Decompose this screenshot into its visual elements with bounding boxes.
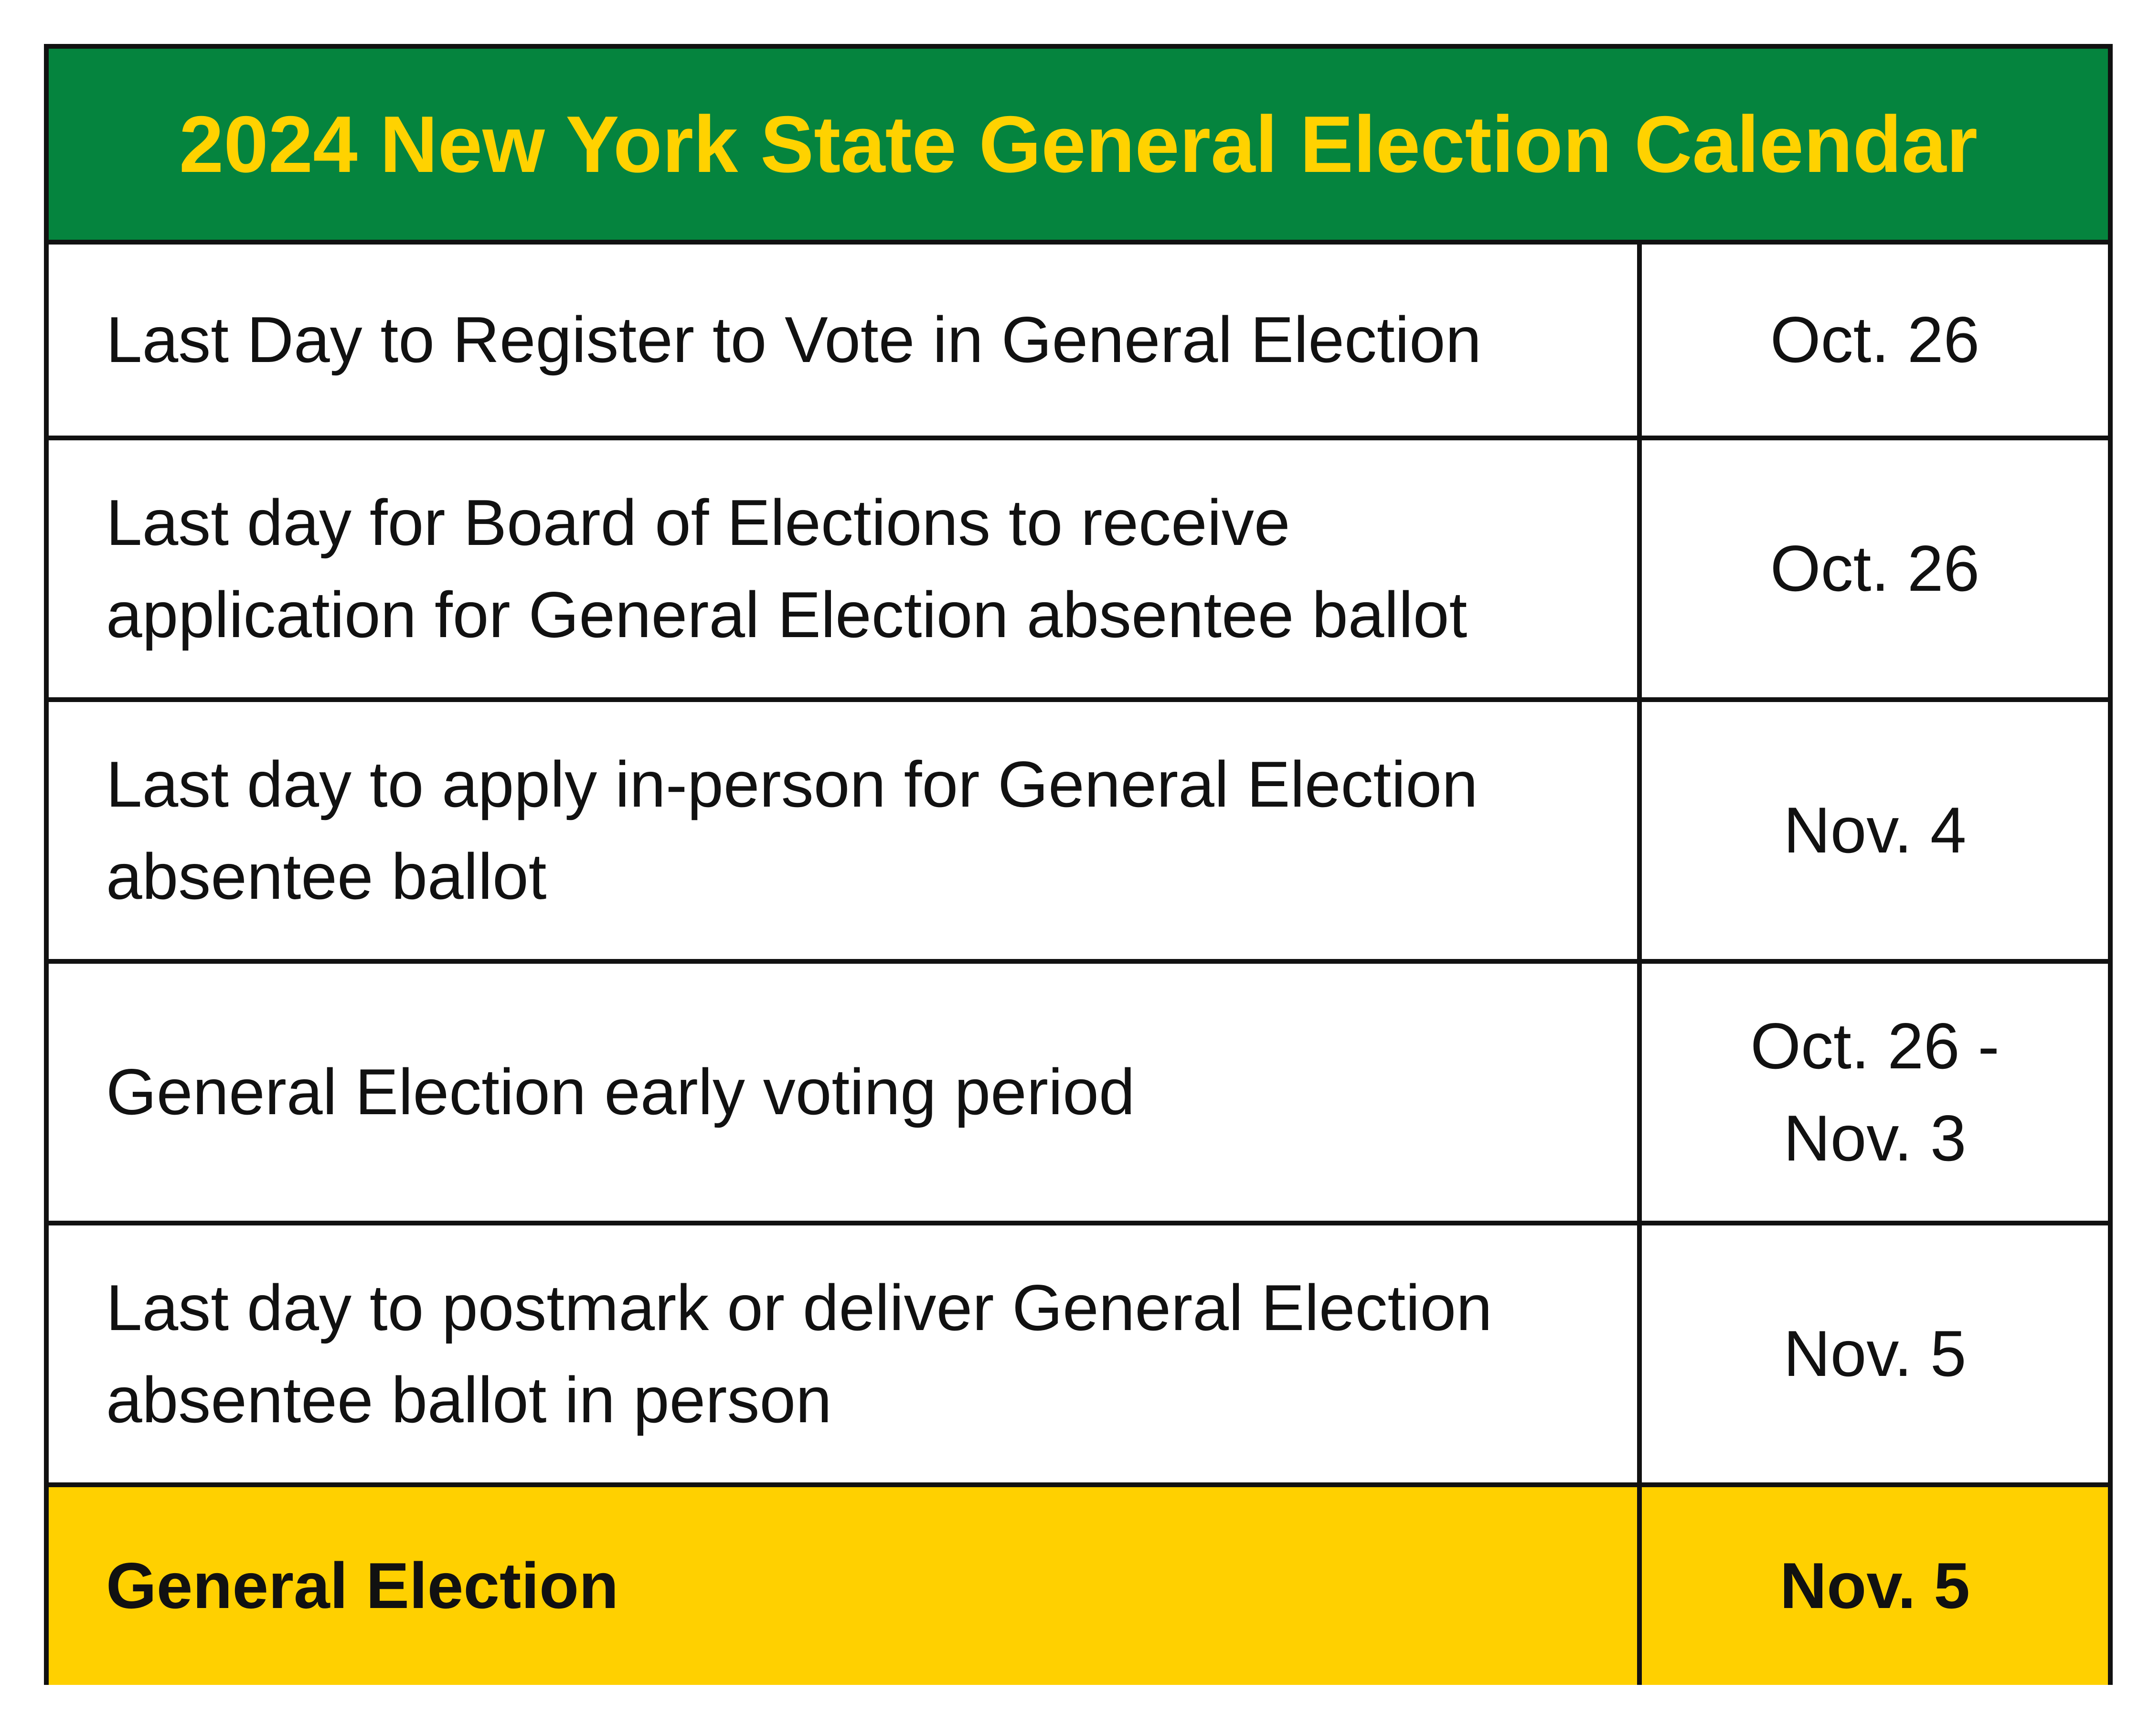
table-row-event [49, 702, 1642, 964]
date-label: Oct. 26 - Nov. 3 [1750, 1009, 2000, 1174]
date-label: Oct. 26 [1770, 303, 1980, 376]
event-label: Last day to postmark or deliver General Election absentee ballot in person [106, 1271, 1492, 1436]
date-label: Nov. 4 [1783, 794, 1967, 867]
date-label: Nov. 5 [1783, 1317, 1967, 1390]
event-label: Last day to apply in-person for General Election absentee ballot [106, 747, 1478, 913]
event-label: General Election [106, 1549, 619, 1622]
table-row-event [49, 1487, 1642, 1685]
table-row-event [49, 245, 1642, 440]
event-label: Last Day to Register to Vote in General Election [106, 303, 1482, 376]
table-row-date [1642, 964, 2108, 1225]
table-row-date [1642, 1225, 2108, 1487]
table-row-date [1642, 702, 2108, 964]
calendar-title: 2024 New York State General Election Calendar [49, 49, 2108, 245]
event-label: Last day for Board of Elections to receive application for General Election absentee ballot [106, 486, 1468, 651]
table-row-date [1642, 245, 2108, 440]
table-row-event [49, 1225, 1642, 1487]
table-row-event [49, 440, 1642, 702]
date-label: Nov. 5 [1779, 1549, 1970, 1622]
table-row-date [1642, 440, 2108, 702]
date-label: Oct. 26 [1770, 532, 1980, 605]
election-calendar-table [44, 44, 2113, 1685]
table-row-event [49, 964, 1642, 1225]
event-label: General Election early voting period [106, 1055, 1135, 1129]
table-row-date [1642, 1487, 2108, 1685]
